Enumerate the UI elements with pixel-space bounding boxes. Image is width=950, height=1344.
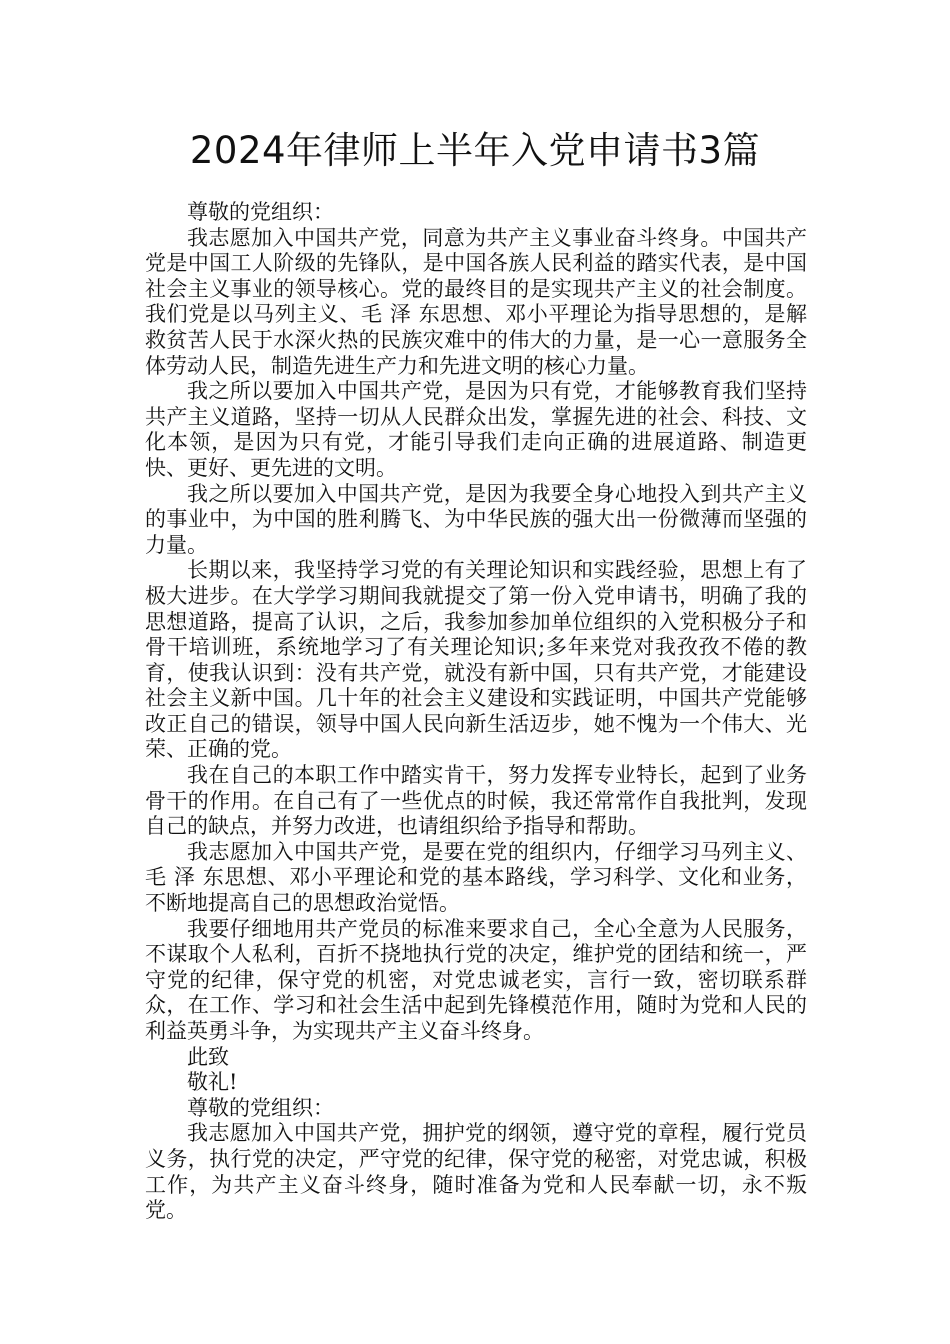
paragraph: 我志愿加入中国共产党，是要在党的组织内，仔细学习马列主义、毛 泽 东思想、邓小平理论和党的基本路线，学习科学、文化和业务，不断地提高自己的思想政治觉悟。 (145, 839, 807, 916)
paragraph: 我在自己的本职工作中踏实肯干，努力发挥专业特长，起到了业务骨干的作用。在自己有了一些优点的时候，我还常常作自我批判，发现自己的缺点，并努力改进，也请组织给予指导和帮助。 (145, 763, 807, 839)
closing-line: 此致 (187, 1044, 229, 1069)
paragraph: 我之所以要加入中国共产党，是因为只有党，才能够教育我们坚持共产主义道路，坚持一切从人民群众出发，掌握先进的社会、科技、文化本领，是因为只有党，才能引导我们走向正确的进展道路、制造更快、更好、更先进的文明。 (145, 379, 807, 480)
salutation: 尊敬的党组织： (187, 1095, 334, 1120)
closing-salute: 敬礼! (187, 1070, 238, 1095)
paragraph: 长期以来，我坚持学习党的有关理论知识和实践经验，思想上有了极大进步。在大学学习期间我就提交了第一份入党申请书，明确了我的思想道路，提高了认识，之后，我参加参加单位组织的入党积极分子和骨干培训班，系统地学习了有关理论知识;多年来党对我孜孜不倦的教育，使我认识到：没有共产党，就没有新中国，只有共产党，才能建设社会主义新中国。几十年的社会主义建设和实践证明，中国共产党能够改正自己的错误，领导中国人民向新生活迈步，她不愧为一个伟大、光荣、正确的党。 (145, 558, 807, 762)
paragraph: 我之所以要加入中国共产党，是因为我要全身心地投入到共产主义的事业中，为中国的胜利腾飞、为中华民族的强大出一份微薄而坚强的力量。 (145, 481, 807, 557)
paragraph: 我志愿加入中国共产党，拥护党的纲领，遵守党的章程，履行党员义务，执行党的决定，严守党的纪律，保守党的秘密，对党忠诚，积极工作，为共产主义奋斗终身，随时准备为党和人民奉献一切，永不叛党。 (145, 1121, 807, 1223)
document-body (145, 200, 807, 1224)
paragraph: 我要仔细地用共产党员的标准来要求自己，全心全意为人民服务，不谋取个人私利，百折不挠地执行党的决定，维护党的团结和统一，严守党的纪律，保守党的机密，对党忠诚老实，言行一致，密切联系群众，在工作、学习和社会生活中起到先锋模范作用，随时为党和人民的利益英勇斗争，为实现共产主义奋斗终身。 (145, 916, 807, 1043)
salutation: 尊敬的党组织： (187, 200, 334, 224)
paragraph: 我志愿加入中国共产党，同意为共产主义事业奋斗终身。中国共产党是中国工人阶级的先锋队，是中国各族人民利益的踏实代表，是中国社会主义事业的领导核心。党的最终目的是实现共产主义的社会制度。我们党是以马列主义、毛 泽 东思想、邓小平理论为指导思想的，是解救贫苦人民于水深火热的民族灾难中的伟大的力量，是一心一意服务全体劳动人民，制造先进生产力和先进文明的核心力量。 (145, 225, 807, 378)
document-title: 2024年律师上半年入党申请书3篇 (189, 129, 761, 172)
